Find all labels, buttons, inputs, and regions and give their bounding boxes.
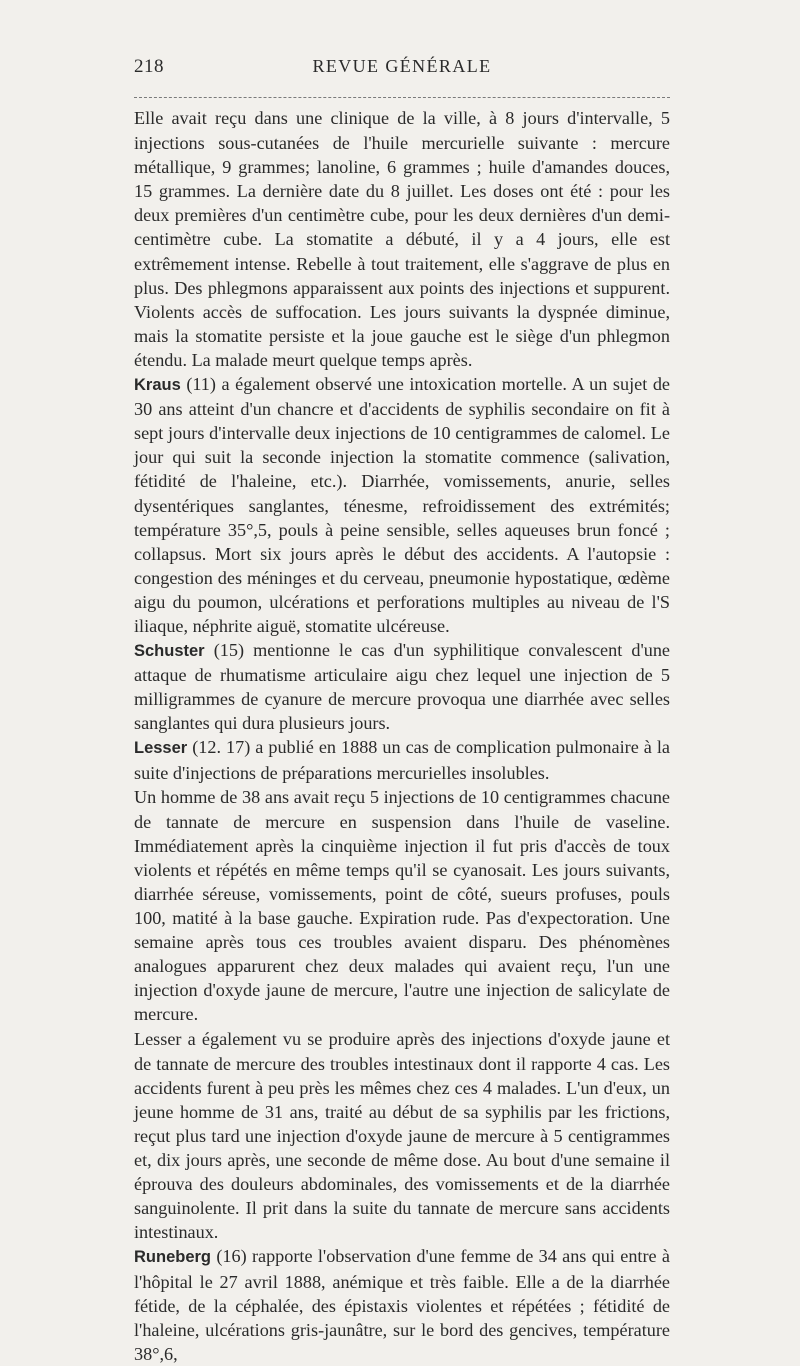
running-title: REVUE GÉNÉRALE	[312, 56, 492, 76]
paragraph	[134, 372, 670, 638]
paragraph-author: Kraus	[134, 376, 181, 395]
paragraph	[134, 735, 670, 784]
paragraph	[134, 785, 670, 1027]
paragraph-text: Lesser a également vu se produire après des injections d'oxyde jaune et de tannate de mercure des troubles intestinaux dont il rapporte 4 cas. Les accidents furent à peu près les mêmes chez ces 4 malades. L'un d'eux, un jeune homme de 31 ans, traité au début de sa syphilis par les frictions, reçut plus tard une injection d'oxyde jaune de mercure à 5 centigrammes et, dix jours après, une seconde de même dose. Au bout d'une semaine il éprouva des douleurs abdominales, des vomissements et de la diarrhée sanguinolente. Il prit dans la suite du tannate de mercure sans accidents intestinaux.	[134, 1028, 670, 1243]
page-header	[134, 56, 670, 86]
paragraph	[134, 1027, 670, 1245]
page-number: 218	[134, 56, 164, 77]
paragraph-author: Runeberg	[134, 1248, 212, 1267]
paragraph	[134, 106, 670, 372]
paragraph-text: (16) rapporte l'observation d'une femme de 34 ans qui entre à l'hôpital le 27 avril 1888, anémique et très faible. Elle a de la diarrhée fétide, de la céphalée, des épistaxis violentes et répétées ; fétidité de l'haleine, ulcérations gris-jaunâtre, sur le bord des gencives, température 38°,6,	[134, 1246, 670, 1364]
paragraph-author: Lesser	[134, 739, 188, 758]
header-rule	[134, 97, 670, 98]
paragraph-text: Un homme de 38 ans avait reçu 5 injections de 10 centigrammes chacune de tannate de mercure en suspension dans l'huile de vaseline. Immédiatement après la cinquième injection il fut pris d'accès de toux violents et répétés en même temps qu'il se cyanosait. Les jours suivants, diarrhée séreuse, vomissements, point de côté, sueurs profuses, pouls 100, matité à la base gauche. Expiration rude. Pas d'expectoration. Une semaine après tous ces troubles avaient disparu. Des phénomènes analogues apparurent chez deux malades qui avaient reçu, l'un une injection d'oxyde jaune de mercure, l'autre une injection de salicylate de mercure.	[134, 786, 670, 1025]
body-text	[134, 106, 670, 1366]
paragraph-text: (11) a également observé une intoxication mortelle. A un sujet de 30 ans atteint d'un chancre et d'accidents de syphilis secondaire on fit à sept jours d'intervalle deux injections de 10 centigrammes de calomel. Le jour qui suit la seconde injection la stomatite commence (salivation, fétidité de l'haleine, etc.). Diarrhée, vomissements, anurie, selles dysentériques sanglantes, ténesme, refroidissement des extrémités; température 35°,5, pouls à peine sensible, selles aqueuses brun foncé ; collapsus. Mort six jours après le début des accidents. A l'autopsie : congestion des méninges et du cerveau, pneumonie hypostatique, œdème aigu du poumon, ulcérations et perforations multiples au niveau de l'S iliaque, néphrite aiguë, stomatite ulcéreuse.	[134, 374, 670, 636]
paragraph-text: Elle avait reçu dans une clinique de la ville, à 8 jours d'intervalle, 5 injections sous-cutanées de l'huile mercurielle suivante : mercure métallique, 9 grammes; lanoline, 6 grammes ; huile d'amandes douces, 15 grammes. La dernière date du 8 juillet. Les doses ont été : pour les deux premières d'un centimètre cube, pour les deux dernières d'un demi-centimètre cube. La stomatite a débuté, il y a 4 jours, elle est extrêmement intense. Rebelle à tout traitement, elle s'aggrave de plus en plus. Des phlegmons apparaissent aux points des injections et suppurent. Violents accès de suffocation. Les jours suivants la dyspnée diminue, mais la stomatite persiste et la joue gauche est le siège d'un phlegmon étendu. La malade meurt quelque temps après.	[134, 108, 670, 370]
paragraph	[134, 1244, 670, 1365]
paragraph-text: (12. 17) a publié en 1888 un cas de complication pulmonaire à la suite d'injections de préparations mercurielles insolubles.	[134, 737, 670, 783]
paragraph	[134, 638, 670, 735]
paragraph-author: Schuster	[134, 642, 205, 661]
paragraph-text: (15) mentionne le cas d'un syphilitique convalescent d'une attaque de rhumatisme articulaire aigu chez lequel une injection de 5 milligrammes de cyanure de mercure provoqua une diarrhée avec selles sanglantes qui dura plusieurs jours.	[134, 640, 670, 734]
